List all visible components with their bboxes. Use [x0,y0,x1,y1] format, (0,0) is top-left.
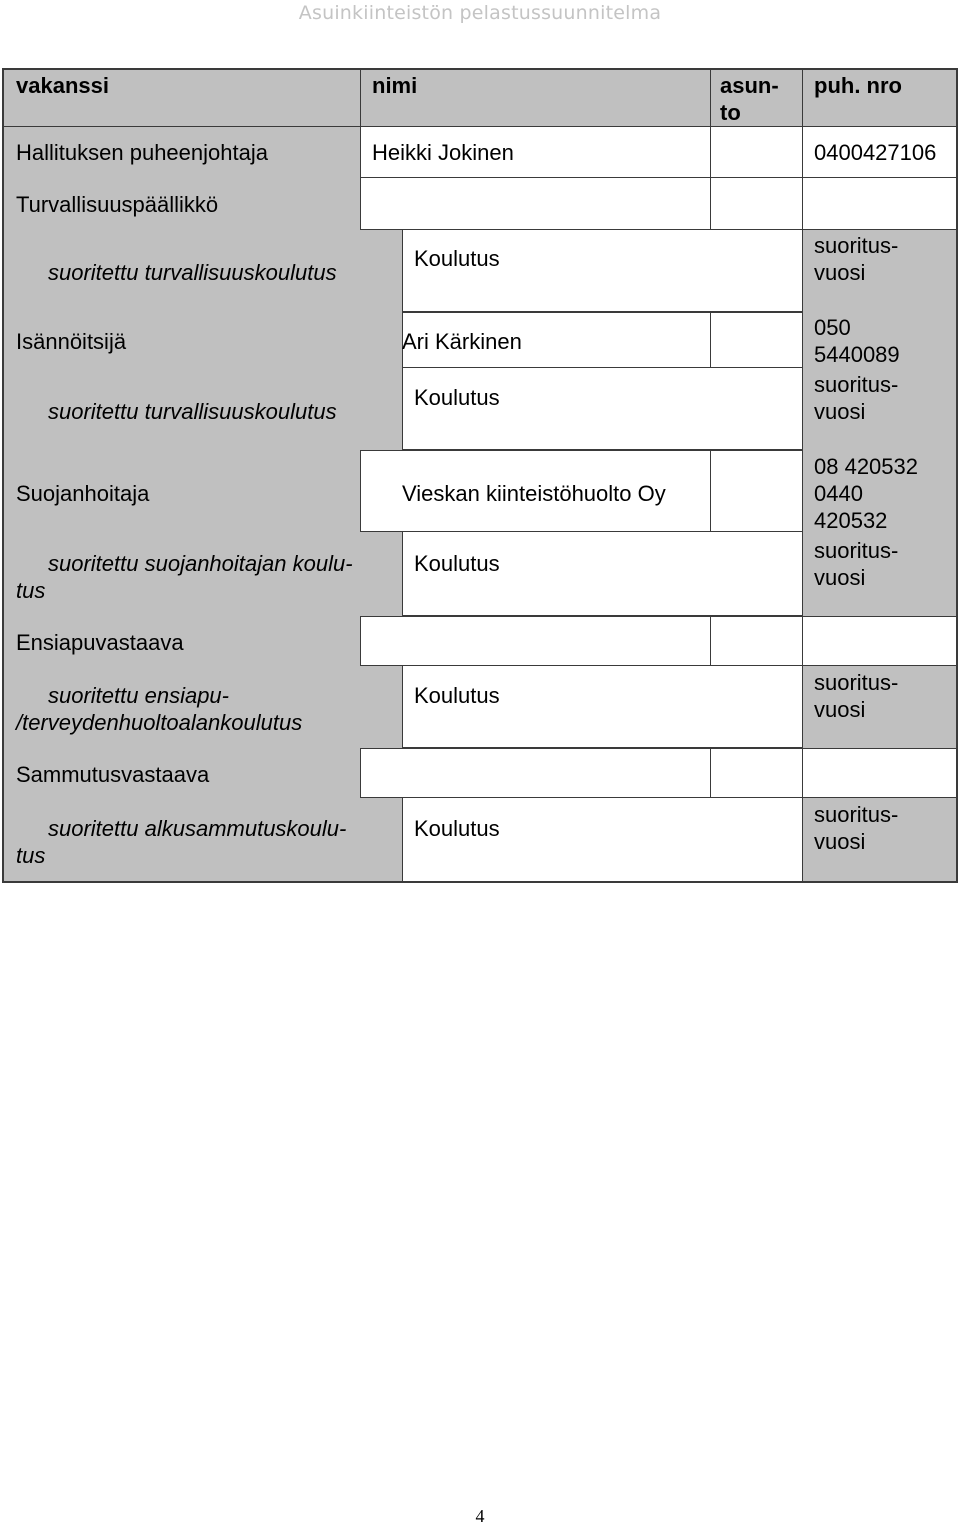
safety-manager-year-line1: suoritus- [814,233,899,258]
extinguishing-training-label-line1: suoritettu alkusammutuskoulu- [48,816,347,841]
property-manager-phone-line1: 050 [814,315,851,340]
shelter-keeper-training: Koulutus [414,551,500,576]
header-divider-2 [710,70,711,126]
extinguishing-year-line1: suoritus- [814,802,899,827]
property-manager-apartment-field[interactable] [710,312,802,368]
first-aid-name-field[interactable] [360,616,710,666]
shelter-keeper-training-label-line1: suoritettu suojanhoitajan koulu- [48,551,353,576]
column-header-nimi: nimi [372,73,418,98]
property-manager-name: Ari Kärkinen [402,329,522,354]
year-column-divider-5 [802,798,803,881]
chairman-name: Heikki Jokinen [372,140,514,165]
property-manager-role: Isännöitsijä [16,329,127,354]
first-aid-role: Ensiapuvastaava [16,630,184,655]
contact-form-table [2,68,958,883]
shelter-keeper-name: Vieskan kiinteistöhuolto Oy [402,481,666,506]
extinguishing-apartment-field[interactable] [710,748,802,798]
first-aid-year-line1: suoritus- [814,670,899,695]
first-aid-training-label-line1: suoritettu ensiapu- [48,683,229,708]
shelter-keeper-training-label-line2: tus [16,578,46,603]
extinguishing-year-line2: vuosi [814,829,866,854]
property-manager-training: Koulutus [414,385,500,410]
column-header-vakanssi: vakanssi [16,73,109,98]
first-aid-training-label-line2: /terveydenhuoltoalankoulutus [16,710,303,735]
year-column-divider-2 [802,312,803,450]
shelter-keeper-phone-line1: 08 420532 [814,454,918,479]
safety-manager-role: Turvallisuuspäällikkö [16,192,219,217]
year-column-divider-1 [802,230,803,312]
extinguishing-role: Sammutusvastaava [16,762,210,787]
header-divider-1 [360,70,361,126]
column-header-asunto-line2: to [720,100,741,125]
safety-manager-training-label: suoritettu turvallisuuskoulutus [48,260,337,285]
shelter-keeper-phone-line2: 0440 [814,481,863,506]
first-aid-phone-field[interactable] [802,616,956,666]
first-aid-apartment-field[interactable] [710,616,802,666]
shelter-keeper-phone-line3: 420532 [814,508,888,533]
column-header-asunto-line1: asun- [720,73,779,98]
property-manager-phone-line2: 5440089 [814,342,900,367]
safety-manager-apartment-field[interactable] [710,178,802,230]
chairman-role: Hallituksen puheenjohtaja [16,140,268,165]
safety-manager-training: Koulutus [414,246,500,271]
column-header-puh-nro: puh. nro [814,73,902,98]
header-divider-3 [802,70,803,126]
property-manager-year-line1: suoritus- [814,372,899,397]
extinguishing-training-label-line2: tus [16,843,46,868]
shelter-keeper-year-line1: suoritus- [814,538,899,563]
extinguishing-name-field[interactable] [360,748,710,798]
page-number: 4 [475,1506,485,1526]
shelter-keeper-role: Suojanhoitaja [16,481,150,506]
year-column-divider-4 [802,666,803,748]
first-aid-year-line2: vuosi [814,697,866,722]
chairman-phone: 0400427106 [814,140,937,165]
extinguishing-training: Koulutus [414,816,500,841]
extinguishing-phone-field[interactable] [802,748,956,798]
safety-manager-phone-field[interactable] [802,178,956,230]
first-aid-training: Koulutus [414,683,500,708]
shelter-keeper-apartment-field[interactable] [710,450,802,532]
safety-manager-name-field[interactable] [360,178,710,230]
safety-manager-year-line2: vuosi [814,260,866,285]
document-header: Asuinkiinteistön pelastussuunnitelma [298,2,662,24]
chairman-apartment-field[interactable] [710,126,802,178]
shelter-keeper-year-line2: vuosi [814,565,866,590]
property-manager-training-label: suoritettu turvallisuuskoulutus [48,399,337,424]
year-column-divider-3 [802,450,803,616]
header-row-divider [4,126,956,127]
property-manager-year-line2: vuosi [814,399,866,424]
